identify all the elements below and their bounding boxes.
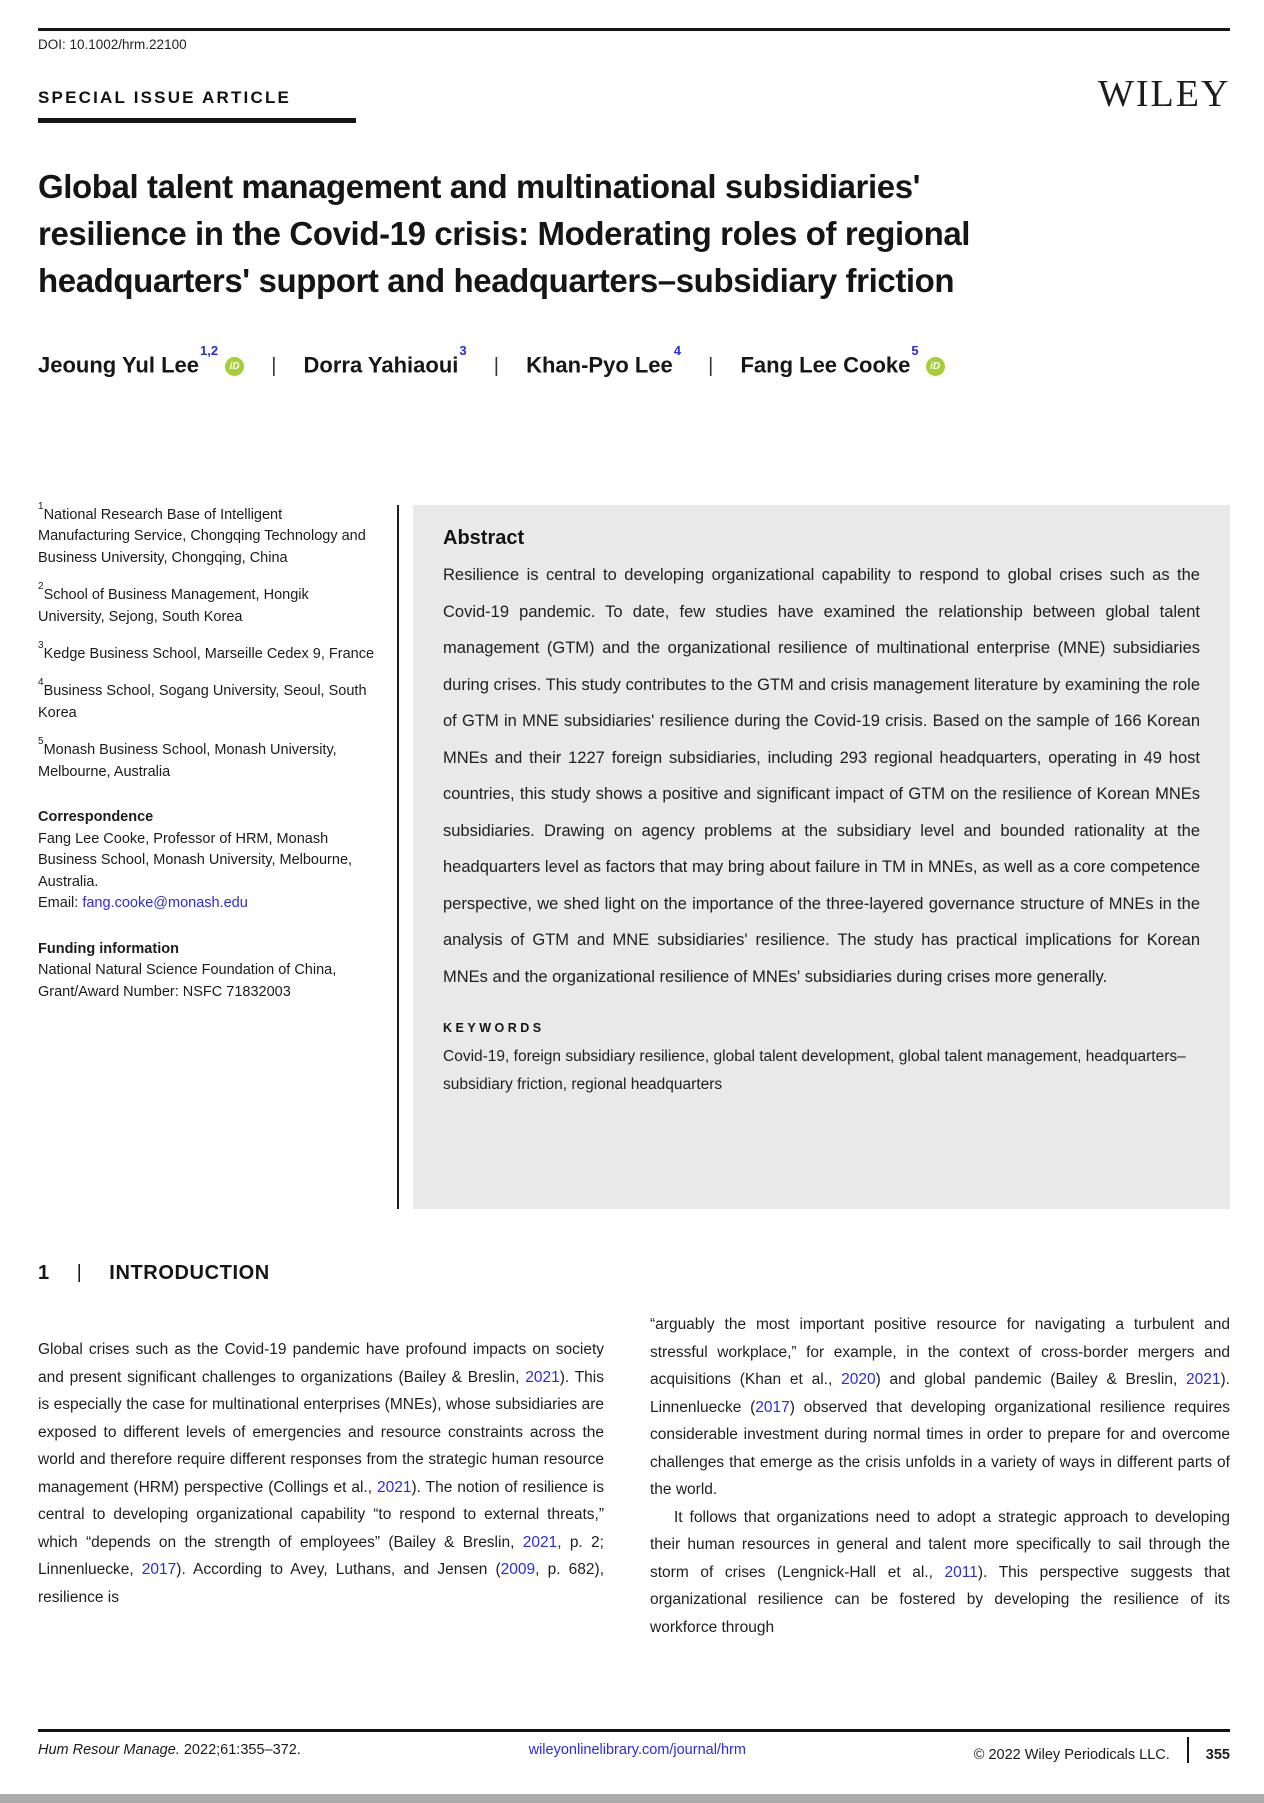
author-affiliation-sup: 3 (459, 343, 467, 358)
author-separator: | (708, 355, 714, 378)
affiliations-sidebar (38, 500, 374, 1014)
sidebar-divider (397, 505, 399, 1209)
author-name: Jeoung Yul Lee (38, 352, 199, 378)
citation-link[interactable]: 2011 (944, 1563, 978, 1581)
article-type-underline (38, 118, 356, 123)
affiliation (38, 500, 374, 569)
footer-rule (38, 1729, 1230, 1732)
page-number: 355 (1205, 1746, 1230, 1763)
volume-pages: 2022;61:355–372. (179, 1742, 301, 1758)
journal-url-link[interactable]: wileyonlinelibrary.com/journal/hrm (528, 1742, 746, 1758)
citation-link[interactable]: 2017 (755, 1398, 790, 1416)
article-title (38, 163, 1178, 304)
affiliation-text: National Research Base of Intelligent Manufacturing Service, Chongqing Technology and Business University, Chongqing, China (38, 506, 366, 566)
affiliation-sup: 5 (38, 736, 44, 748)
affiliation-sup: 2 (38, 581, 44, 593)
funding-body: National Natural Science Foundation of China, Grant/Award Number: NSFC 71832003 (38, 962, 337, 1000)
keywords-heading: KEYWORDS (443, 1021, 545, 1035)
section-number: 1 (38, 1262, 50, 1284)
author-affiliation-sup: 4 (673, 343, 682, 358)
abstract-heading: Abstract (443, 527, 525, 549)
affiliation-text: Kedge Business School, Marseille Cedex 9, France (43, 645, 375, 662)
doi-text: DOI: 10.1002/hrm.22100 (38, 37, 187, 52)
paragraph: It follows that organizations need to adopt a strategic approach to developing their human resources in general and talent more specifically to sail through the storm of crises (Lengnick-Hall et al., 2011). This perspective suggests that organizational resilience can be fostered by developing the resilience of its workforce through (650, 1508, 1230, 1636)
paragraph: “arguably the most important positive resource for navigating a turbulent and stressful workplace,” for example, in the context of cross-border mergers and acquisitions (Khan et al., 2020) and global pandemic (Bailey & Breslin, 2021). Linnenluecke (2017) observed that developing organizational resilience requires considerable investment during normal times in order to prepare for and overcome challenges that emerge as the crisis unfolds in a variety of ways in different parts of the world. (650, 1316, 1230, 1498)
author-name: Dorra Yahiaoui (303, 352, 459, 378)
orcid-icon[interactable]: iD (225, 357, 244, 376)
correspondence-text: Fang Lee Cooke, Professor of HRM, Monash Business School, Monash University, Melbourne, Australia. (38, 830, 353, 890)
affiliation (38, 639, 374, 665)
footer-separator-bar (1187, 1737, 1189, 1763)
affiliation-text: School of Business Management, Hongik University, Sejong, South Korea (38, 587, 309, 625)
wiley-logo: WILEY (1098, 73, 1231, 115)
title-line: resilience in the Covid-19 crisis: Moderating roles of regional (38, 215, 971, 252)
affiliation (38, 735, 374, 783)
text-column-right (650, 1311, 1230, 1641)
top-rule (38, 28, 1230, 31)
author-separator: | (271, 355, 277, 378)
citation-link[interactable]: 2021 (1186, 1371, 1221, 1388)
author-row (38, 343, 1228, 379)
author-name: Fang Lee Cooke (740, 352, 911, 378)
journal-abbrev: Hum Resour Manage. (38, 1742, 180, 1758)
footer-citation (38, 1742, 301, 1758)
email-label: Email: (38, 895, 83, 912)
section-separator: | (76, 1262, 83, 1283)
citation-link[interactable]: 2021 (525, 1368, 560, 1386)
funding-heading: Funding information (38, 940, 179, 957)
affiliation-sup: 3 (38, 640, 44, 652)
citation-link[interactable]: 2017 (141, 1561, 177, 1578)
affiliation (38, 676, 374, 724)
affiliation-text: Business School, Sogang University, Seoul, South Korea (38, 683, 367, 721)
correspondence-body (38, 829, 374, 915)
affiliation-sup: 1 (38, 501, 44, 512)
paragraph: Global crises such as the Covid-19 pandemic have profound impacts on society and present significant challenges to organizations (Bailey & Breslin, 2021). This is especially the case for multinational enterprises (MNEs), whose subsidiaries are exposed to different levels of emergencies and resource constraints across the world and therefore require different responses from the strategic human resource management (HRM) perspective (Collings et al., 2021). The notion of resilience is central to developing organizational capability “to respond to external threats,” which “depends on the strength of employees” (Bailey & Breslin, 2021, p. 2; Linnenluecke, 2017). According to Avey, Luthans, and Jensen (2009, p. 682), resilience is (38, 1341, 604, 1606)
author-affiliation-sup: 1,2 (199, 343, 219, 358)
abstract-panel (413, 505, 1230, 1209)
title-line: Global talent management and multinational subsidiaries' (38, 168, 921, 205)
email-link[interactable]: fang.cooke@monash.edu (82, 895, 248, 912)
author-affiliation-sup: 5 (911, 343, 919, 358)
section-heading (38, 1262, 270, 1285)
text-column-left (38, 1336, 604, 1611)
author-separator: | (493, 355, 499, 378)
author-name: Khan-Pyo Lee (526, 352, 673, 378)
footer (38, 1742, 1230, 1768)
article-type-label: SPECIAL ISSUE ARTICLE (38, 88, 292, 107)
citation-link[interactable]: 2009 (500, 1561, 536, 1578)
title-line: headquarters' support and headquarters–subsidiary friction (38, 262, 955, 299)
abstract-text: Resilience is central to developing organizational capability to respond to global crises such as the Covid-19 pandemic. To date, few studies have examined the relationship between global talent management (GTM) and the organizational resilience of multinational enterprise (MNE) subsidiaries during crises. This study contributes to the GTM and crisis management literature by examining the role of GTM in MNE subsidiaries' resilience during the Covid-19 crisis. Based on the sample of 166 Korean MNEs and their 1227 foreign subsidiaries, including 293 regional headquarters, operating in 49 host countries, this study shows a positive and significant impact of GTM on the resilience of Korean MNEs subsidiaries. Drawing on agency problems at the subsidiary level and bounded rationality at the headquarters level as factors that may bring about failure in TM in MNEs, as well as a core competence perspective, we shed light on the importance of the three-layered governance structure of MNEs in the analysis of GTM and MNE subsidiaries' resilience. The study has practical implications for Korean MNEs and the organizational resilience of MNEs' subsidiaries during crises more generally. (443, 566, 1200, 986)
citation-link[interactable]: 2021 (522, 1533, 558, 1551)
affiliation (38, 580, 374, 628)
section-title: INTRODUCTION (109, 1262, 270, 1284)
citation-link[interactable]: 2020 (841, 1371, 876, 1388)
keywords-text: Covid-19, foreign subsidiary resilience, global talent development, global talent management, headquarters–subsidiary friction, regional headquarters (443, 1048, 1186, 1093)
copyright-text: © 2022 Wiley Periodicals LLC. (973, 1746, 1170, 1763)
affiliation-sup: 4 (38, 677, 44, 689)
correspondence-heading: Correspondence (38, 809, 154, 826)
orcid-icon[interactable]: iD (926, 357, 945, 376)
footer-right (974, 1742, 1230, 1768)
page-bottom-edge (0, 1794, 1264, 1803)
affiliation-text: Monash Business School, Monash University, Melbourne, Australia (38, 742, 337, 780)
citation-link[interactable]: 2021 (377, 1478, 412, 1496)
